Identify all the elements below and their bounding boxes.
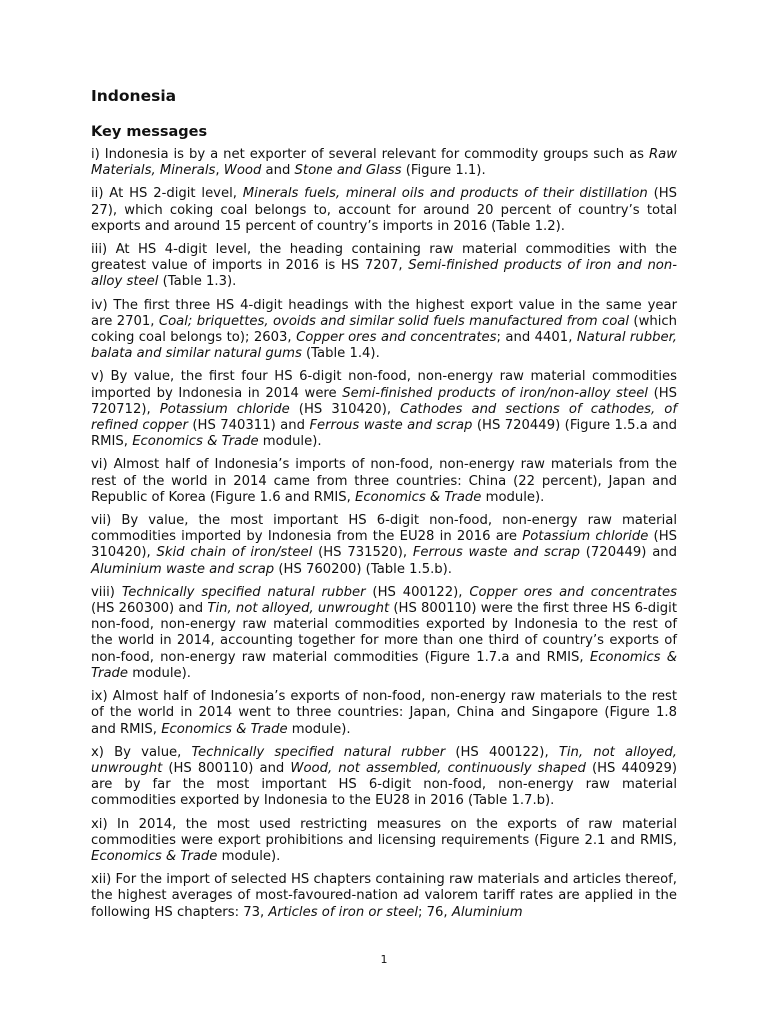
- text-run: (720449) and: [579, 545, 678, 561]
- text-run: (HS 440929) are by far the most important HS 6-digit non-food, non-energy raw material commodities exported by Indonesia to the EU28 in 2016 (Table 1.7.b).: [91, 760, 677, 809]
- text-run: (HS 310420),: [289, 401, 401, 417]
- text-run: module).: [287, 721, 351, 737]
- key-message-paragraph: [91, 369, 677, 450]
- italic-term: Ferrous waste and scrap: [412, 545, 580, 561]
- text-run: (HS 760200) (Table 1.5.b).: [274, 561, 452, 577]
- text-run: (HS 731520),: [312, 545, 413, 561]
- italic-term: Technically specified natural rubber: [121, 584, 366, 600]
- italic-term: Skid chain of iron/steel: [156, 545, 313, 561]
- key-message-paragraph: [91, 298, 677, 363]
- key-message-paragraph: [91, 186, 677, 235]
- italic-term: Copper ores and concentrates: [296, 330, 497, 346]
- text-run: ii) At HS 2-digit level,: [91, 186, 243, 202]
- text-run: (Table 1.3).: [158, 274, 237, 290]
- italic-term: Potassium chloride: [159, 401, 290, 417]
- key-message-paragraph: [91, 457, 677, 506]
- text-run: ; and 4401,: [496, 330, 577, 346]
- text-run: iv) The first three HS 4-digit headings with the highest export value in the same year are 2701,: [91, 297, 677, 329]
- text-run: (which coking coal belongs to); 2603,: [91, 313, 677, 346]
- text-run: x) By value,: [91, 744, 192, 760]
- text-run: viii): [91, 584, 122, 600]
- text-run: (HS 400122),: [445, 744, 559, 760]
- text-run: module).: [481, 489, 545, 505]
- italic-term: Potassium chloride: [522, 529, 649, 545]
- italic-term: Articles of iron or steel: [268, 904, 418, 920]
- text-run: ix) Almost half of Indonesia’s exports of non-food, non-energy raw materials to the rest of the world in 2014 went to three countries: Japan, China and Singapore (Figure 1.8 and RMIS,: [91, 689, 677, 737]
- text-run: (HS 740311) and: [187, 418, 310, 434]
- text-run: ,: [215, 163, 224, 179]
- text-run: i) Indonesia is by a net exporter of several relevant for commodity groups such as: [91, 147, 649, 162]
- italic-term: Aluminium waste and scrap: [91, 561, 275, 577]
- text-run: ; 76,: [418, 904, 452, 920]
- key-message-paragraph: [91, 585, 677, 682]
- italic-term: Minerals fuels, mineral oils and products of their distillation: [242, 186, 648, 202]
- document-page: [91, 86, 677, 928]
- italic-term: Economics & Trade: [91, 848, 218, 864]
- italic-term: Ferrous waste and scrap: [309, 418, 473, 434]
- italic-term: Copper ores and concentrates: [469, 584, 678, 600]
- key-message-paragraph: [91, 513, 677, 578]
- text-run: (HS 720449) (Figure 1.5.a and RMIS,: [91, 418, 678, 450]
- italic-term: Wood: [223, 163, 262, 179]
- text-run: (Table 1.4).: [301, 346, 380, 362]
- italic-term: Economics & Trade: [91, 649, 678, 681]
- italic-term: Wood, not assembled, continuously shaped: [290, 760, 586, 776]
- text-run: module).: [217, 848, 281, 864]
- italic-term: Stone and Glass: [294, 163, 402, 179]
- text-run: iii) At HS 4-digit level, the heading containing raw material commodities with the greatest value of imports in 2016 is HS 7207,: [91, 242, 677, 274]
- italic-term: Economics & Trade: [161, 721, 288, 737]
- italic-term: Aluminium: [451, 904, 523, 920]
- text-run: vi) Almost half of Indonesia’s imports of non-food, non-energy raw materials from the rest of the world in 2014 came from three countries: China (22 percent), Japan and Republic of Korea (Figure 1.6 and RMIS,: [91, 457, 677, 505]
- italic-term: Economics & Trade: [132, 434, 259, 450]
- text-run: (HS 720712),: [91, 385, 678, 417]
- key-message-paragraph: [91, 242, 677, 291]
- key-message-paragraph: [91, 872, 677, 921]
- section-heading: Key messages: [91, 124, 208, 140]
- text-run: (HS 400122),: [365, 584, 470, 600]
- key-message-paragraph: [91, 689, 677, 738]
- italic-term: Technically specified natural rubber: [191, 744, 446, 760]
- text-run: (HS 800110) and: [162, 760, 291, 776]
- key-message-paragraph: [91, 745, 677, 810]
- italic-term: Raw Materials, Minerals: [91, 147, 677, 179]
- italic-term: Cathodes and sections of cathodes, of refined copper: [91, 401, 677, 434]
- key-message-paragraph: [91, 147, 677, 179]
- text-run: module).: [128, 665, 191, 681]
- italic-term: Tin, not alloyed, unwrought: [207, 601, 390, 617]
- italic-term: Economics & Trade: [355, 489, 482, 505]
- text-run: (HS 260300) and: [91, 601, 208, 617]
- italic-term: Tin, not alloyed, unwrought: [91, 744, 677, 776]
- text-run: and: [261, 163, 295, 179]
- text-run: xi) In 2014, the most used restricting measures on the exports of raw material commodities were export prohibitions and licensing requirements (Figure 2.1 and RMIS,: [91, 816, 677, 848]
- text-run: (Figure 1.1).: [401, 163, 486, 179]
- text-run: xii) For the import of selected HS chapters containing raw materials and articles thereof, the highest averages of most-favoured-nation ad valorem tariff rates are applied in the following HS chapters: 73,: [91, 872, 677, 920]
- text-run: vii) By value, the most important HS 6-digit non-food, non-energy raw material commodities imported by Indonesia from the EU28 in 2016 are: [91, 513, 677, 545]
- italic-term: Natural rubber, balata and similar natural gums: [91, 330, 677, 362]
- text-run: (HS 27), which coking coal belongs to, account for around 20 percent of country’s total exports and around 15 percent of country’s imports in 2016 (Table 1.2).: [91, 186, 678, 234]
- document-title: Indonesia: [91, 87, 177, 105]
- key-message-paragraph: [91, 817, 677, 866]
- text-run: (HS 310420),: [91, 529, 677, 561]
- text-run: v) By value, the first four HS 6-digit non-food, non-energy raw material commodities imported by Indonesia in 2014 were: [91, 369, 677, 401]
- key-messages-list: [91, 147, 677, 921]
- italic-term: Semi-finished products of iron/non-alloy steel: [342, 385, 648, 401]
- text-run: module).: [258, 434, 322, 450]
- italic-term: Semi-finished products of iron and non-alloy steel: [91, 258, 677, 290]
- italic-term: Coal; briquettes, ovoids and similar solid fuels manufactured from coal: [158, 313, 630, 329]
- page-number: 1: [380, 953, 388, 966]
- text-run: (HS 800110) were the first three HS 6-digit non-food, non-energy raw material commodities exported by Indonesia to the rest of the world in 2014, accounting together for more than one third of country’s exports of non-food, non-energy raw material commodities (Figure 1.7.a and RMIS,: [91, 601, 677, 665]
